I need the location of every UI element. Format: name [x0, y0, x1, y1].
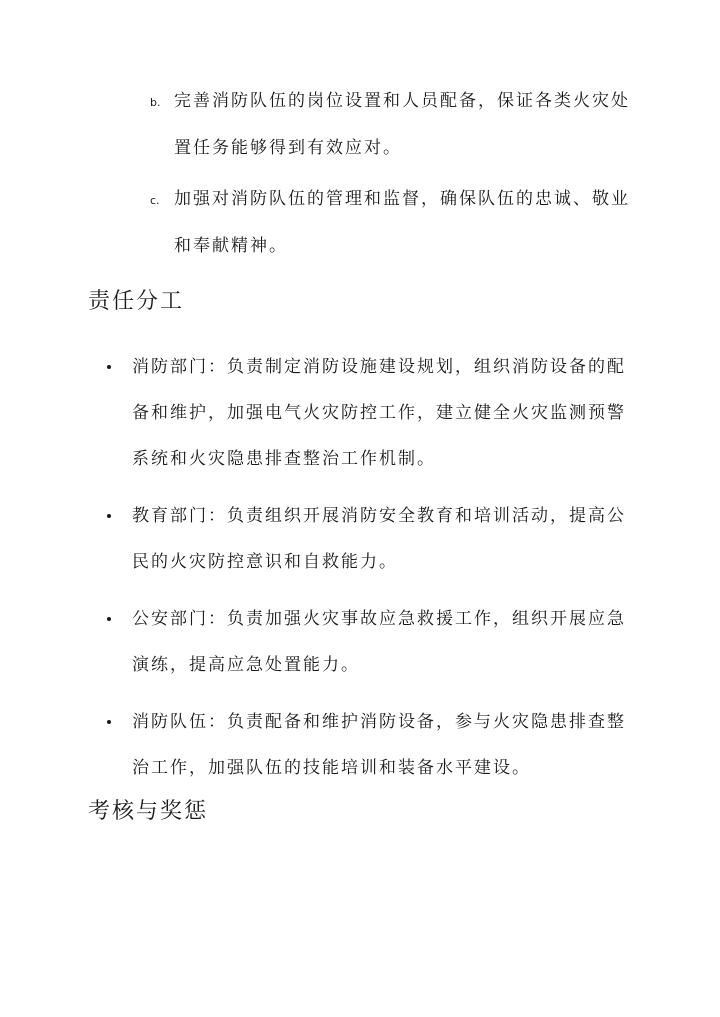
list-item-text: 教育部门：负责组织开展消防安全教育和培训活动，提高公民的火灾防控意识和自救能力。	[132, 506, 626, 572]
list-marker: b.	[150, 96, 161, 109]
list-item	[106, 493, 631, 585]
list-item	[106, 699, 631, 791]
bullet-icon	[107, 720, 111, 724]
list-item	[150, 78, 630, 172]
section-heading-duties: 责任分工	[88, 289, 185, 314]
bullet-icon	[107, 514, 111, 518]
list-item-text: 公安部门：负责加强火灾事故应急救援工作，组织开展应急演练，提高应急处置能力。	[132, 609, 626, 675]
bullet-icon	[107, 365, 111, 369]
bullet-icon	[107, 617, 111, 621]
duties-list	[106, 344, 631, 802]
list-item-text: 消防队伍：负责配备和维护消防设备，参与火灾隐患排查整治工作，加强队伍的技能培训和装备水平建设。	[132, 712, 626, 778]
list-item	[106, 344, 631, 482]
section-heading-evaluation: 考核与奖惩	[88, 799, 209, 824]
list-item-text: 完善消防队伍的岗位设置和人员配备，保证各类火灾处置任务能够得到有效应对。	[174, 91, 630, 158]
list-item	[150, 176, 630, 270]
list-marker: c.	[150, 194, 160, 207]
list-item-text: 消防部门：负责制定消防设施建设规划，组织消防设备的配备和维护，加强电气火灾防控工作，建立健全火灾监测预警系统和火灾隐患排查整治工作机制。	[132, 357, 626, 469]
sub-list	[150, 78, 630, 274]
list-item-text: 加强对消防队伍的管理和监督，确保队伍的忠诚、敬业和奉献精神。	[174, 189, 630, 256]
list-item	[106, 596, 631, 688]
